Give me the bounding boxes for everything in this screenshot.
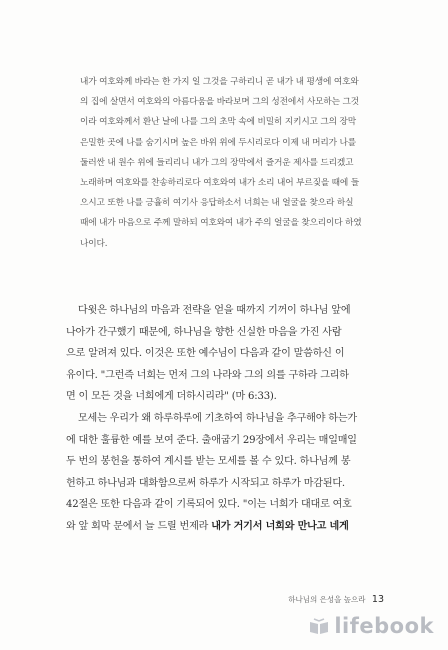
quote-line: 은밀한 곳에 나를 숨기시며 높은 바위 위에 두시리로다 이제 내 머리가 나를	[80, 137, 356, 148]
scripture-quote	[80, 72, 380, 254]
quote-line: 내가 여호와께 바라는 한 가지 일 그것을 구하리니 곧 내가 내 평생에 여호와	[80, 77, 359, 87]
body-line: 헌하고 하나님과 대화함으로써 하루가 시작되고 하루가 마감된다.	[66, 477, 345, 489]
body-line: 나아가 간구했기 때문에, 하나님을 향한 신실한 마음을 가진 사람	[66, 326, 342, 338]
quote-line: 노래하며 여호와를 찬송하리로다 여호와여 내가 소리 내어 부르짖을 때에 들	[80, 178, 360, 189]
running-title: 하나님의 은성을 높으라	[288, 595, 366, 604]
book-logo-icon	[308, 617, 330, 635]
body-line-last	[66, 516, 384, 538]
body-line: 유이다. "그런즉 너희는 먼저 그의 나라와 그의 의를 구하라 그리하	[66, 369, 349, 381]
quote-line: 의 집에 살면서 여호와의 아름다움을 바라보며 그의 성전에서 사모하는 그것	[80, 97, 360, 108]
quote-line: 이라 여호와께서 환난 날에 나를 그의 초막 속에 비밀히 지키시고 그의 장막	[80, 117, 356, 128]
quote-line: 나이다.	[80, 238, 108, 249]
quote-line: 으시고 또한 나를 긍휼히 여기사 응답하소서 너희는 내 얼굴을 찾으라 하실	[80, 198, 354, 209]
quote-line: 때에 내가 마음으로 주께 말하되 여호와여 내가 주의 얼굴을 찾으리이다 하였	[80, 218, 362, 229]
watermark-text: lifebook	[334, 614, 434, 638]
body-line: 두 번의 봉헌을 통하여 계시를 받는 모세를 볼 수 있다. 하나님께 봉	[66, 456, 351, 468]
body-line: 으로 알려져 있다. 이것은 또한 예수님이 다음과 같이 말씀하신 이	[66, 348, 345, 360]
body-line: 42절은 또한 다음과 같이 기록되어 있다. "이는 너희가 대대로 여호	[66, 499, 352, 511]
body-line: 에 대한 훌륭한 예를 보여 준다. 출애굽기 29장에서 우리는 매일매일	[66, 434, 357, 446]
body-paragraphs	[66, 300, 384, 538]
body-line: 모세는 우리가 왜 하루하루에 기초하여 하나님을 추구해야 하는가	[78, 412, 357, 424]
body-line: 면 이 모든 것을 너희에게 더하시리라" (마 6:33).	[66, 391, 277, 403]
bold-emphasis: 내가 거기서 너희와 만나고 네게	[211, 520, 349, 532]
body-line: 다윗은 하나님의 마음과 전략을 얻을 때까지 기꺼이 하나님 앞에	[78, 305, 351, 316]
page-number: 13	[371, 594, 384, 605]
page-footer	[288, 594, 384, 605]
body-line-text: 와 앞 회막 문에서 늘 드릴 번제라	[66, 520, 212, 532]
quote-line: 둘러싼 내 원수 위에 들리리니 내가 그의 장막에서 즐거운 제사를 드리겠고	[80, 157, 354, 168]
lifebook-watermark	[308, 614, 434, 638]
